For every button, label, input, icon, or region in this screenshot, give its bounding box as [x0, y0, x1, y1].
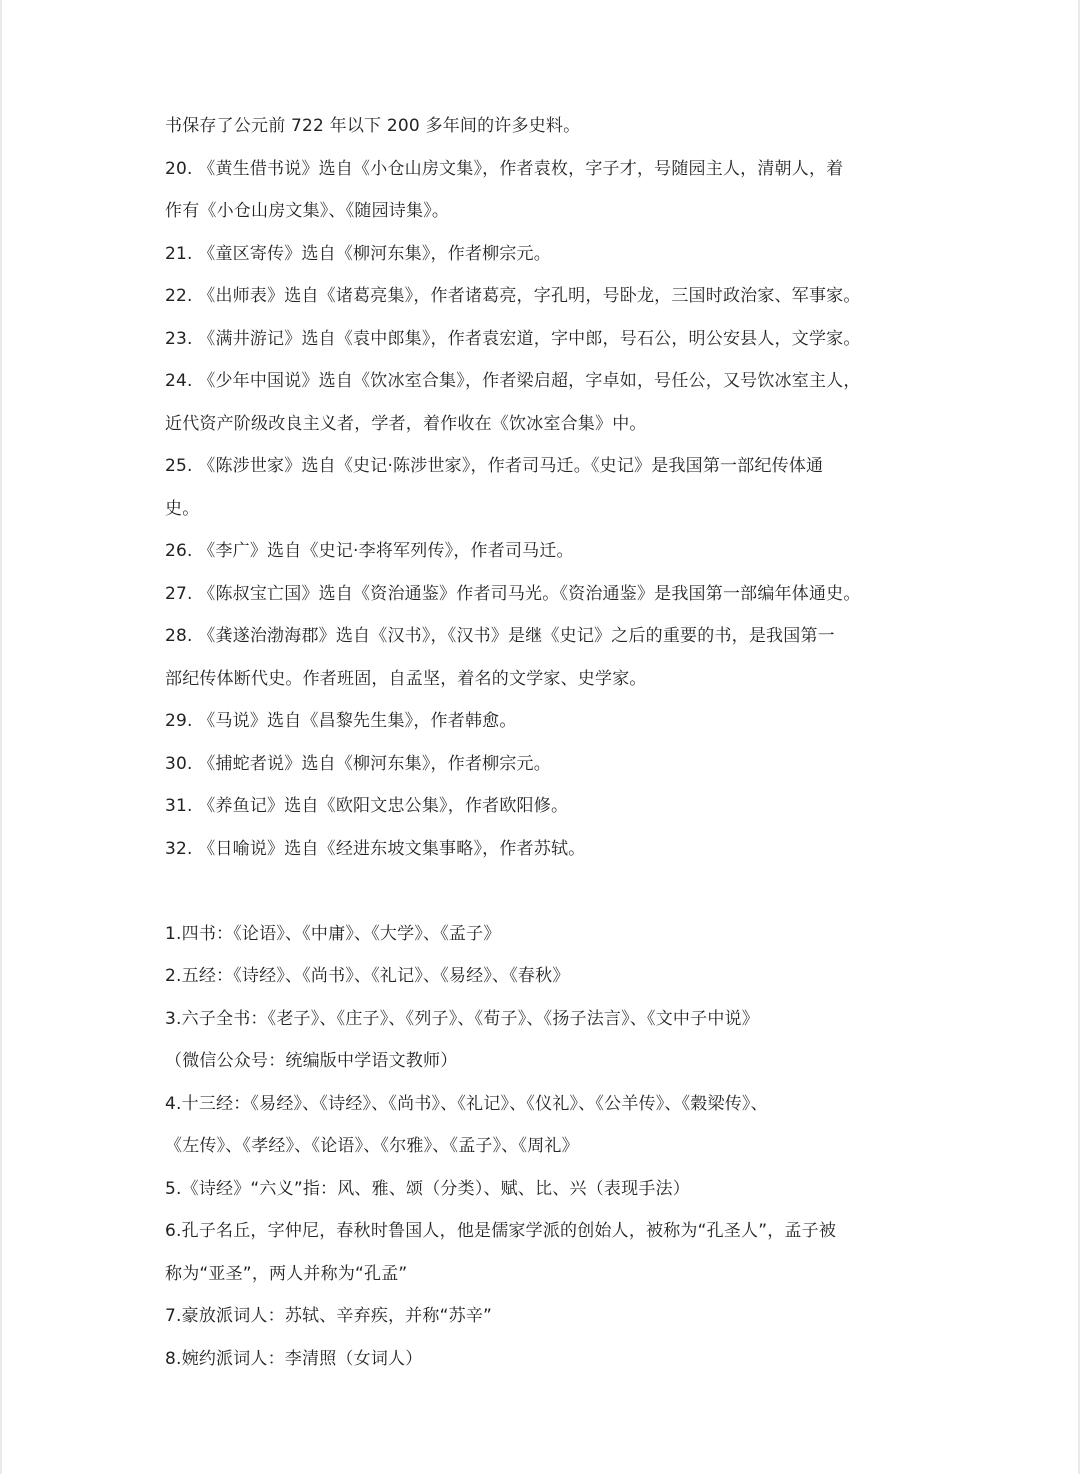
list-item: 4.十三经：《易经》、《诗经》、《尚书》、《礼记》、《仪礼》、《公羊传》、《穀梁传》、: [165, 1093, 768, 1114]
list-item: 21. 《童区寄传》选自《柳河东集》，作者柳宗元。: [165, 243, 551, 264]
text-line: 史。: [165, 498, 200, 519]
list-item: 26. 《李广》选自《史记·李将军列传》，作者司马迁。: [165, 541, 574, 561]
list-item: 29. 《马说》选自《昌黎先生集》，作者韩愈。: [165, 711, 517, 731]
list-item: 7.豪放派词人：苏轼、辛弃疾，并称“苏辛”: [165, 1306, 493, 1326]
list-item: 22. 《出师表》选自《诸葛亮集》，作者诸葛亮，字孔明，号卧龙，三国时政治家、军事家。: [165, 286, 861, 306]
list-item: 2.五经：《诗经》、《尚书》、《礼记》、《易经》、《春秋》: [165, 966, 570, 986]
list-item: 31. 《养鱼记》选自《欧阳文忠公集》，作者欧阳修。: [165, 796, 569, 816]
section-gap: [165, 870, 921, 913]
list-item: 27. 《陈叔宝亡国》选自《资治通鉴》作者司马光。《资治通鉴》是我国第一部编年体通史。: [165, 583, 861, 604]
text-line: 部纪传体断代史。作者班固，自孟坚，着名的文学家、史学家。: [165, 668, 647, 689]
list-item: 24. 《少年中国说》选自《饮冰室合集》，作者梁启超，字卓如，号任公，又号饮冰室主人，: [165, 371, 861, 391]
text-line: 称为“亚圣”，两人并称为“孔孟”: [165, 1263, 408, 1284]
list-item: 28. 《龚遂治渤海郡》选自《汉书》，《汉书》是继《史记》之后的重要的书，是我国第一: [165, 626, 835, 646]
text-line: （微信公众号：统编版中学语文教师）: [165, 1051, 458, 1071]
list-item: 20. 《黄生借书说》选自《小仓山房文集》，作者袁枚，字子才，号随园主人，清朝人，着: [165, 158, 844, 179]
list-item: 8.婉约派词人：李清照（女词人）: [165, 1348, 423, 1369]
text-line: 作有《小仓山房文集》、《随园诗集》。: [165, 201, 450, 221]
list-item: 32. 《日喻说》选自《经进东坡文集事略》，作者苏轼。: [165, 838, 586, 859]
list-item: 30. 《捕蛇者说》选自《柳河东集》，作者柳宗元。: [165, 753, 551, 774]
document-body: [165, 105, 921, 1380]
list-item: 25. 《陈涉世家》选自《史记·陈涉世家》，作者司马迁。《史记》是我国第一部纪传体通: [165, 456, 824, 476]
text-line: 《左传》、《孝经》、《论语》、《尔雅》、《孟子》、《周礼》: [165, 1136, 579, 1156]
list-item: 3.六子全书：《老子》、《庄子》、《列子》、《荀子》、《扬子法言》、《文中子中说》: [165, 1008, 759, 1029]
list-item: 5.《诗经》“六义”指：风、雅、颂（分类）、赋、比、兴（表现手法）: [165, 1178, 690, 1199]
list-item: 6.孔子名丘，字仲尼，春秋时鲁国人，他是儒家学派的创始人，被称为“孔圣人”，孟子被: [165, 1221, 837, 1241]
list-item: 23. 《满井游记》选自《袁中郎集》，作者袁宏道，字中郎，号石公，明公安县人，文学家。: [165, 328, 861, 349]
text-line: 近代资产阶级改良主义者，学者，着作收在《饮冰室合集》中。: [165, 413, 647, 434]
list-item: 1.四书：《论语》、《中庸》、《大学》、《孟子》: [165, 923, 501, 944]
text-line: 书保存了公元前 722 年以下 200 多年间的许多史料。: [165, 116, 581, 136]
